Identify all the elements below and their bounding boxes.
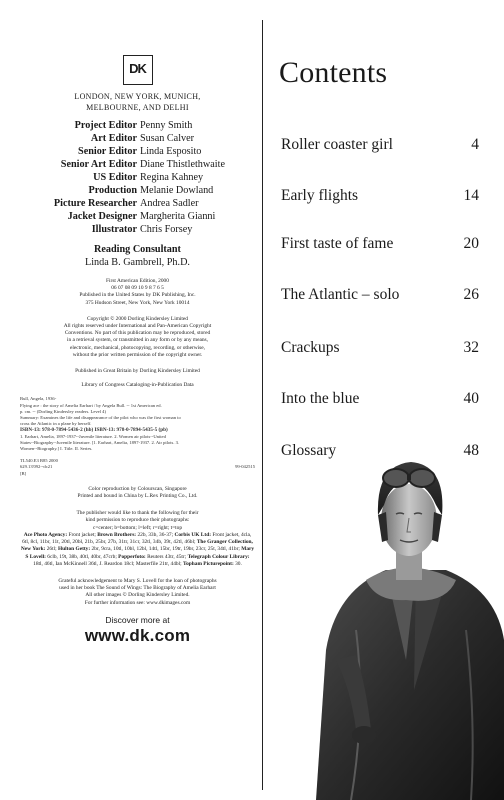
copyright-line: without the prior written permission of the copyright owner. [72,351,203,358]
photo-credit-list [20,532,255,568]
reading-consultant [20,243,255,269]
copyright-line: electronic, mechanical, photocopying, recording, or otherwise, [69,344,206,351]
credit-row [20,119,255,132]
credit-name: Andrea Sadler [140,198,199,209]
credit-role: Illustrator [91,224,137,235]
credit-row [20,158,255,171]
credit-name: Penny Smith [140,120,193,131]
ack-line: kind permission to reproduce their photographs: [85,517,190,524]
credit-role: Production [88,185,137,196]
grateful-line: All other images © Dorling Kindersley Limited. [85,592,190,599]
catalog-line: 629.13'092--dc21 [20,464,53,470]
credit-pages: Front jacket; [67,531,98,538]
toc-title: Glossary [281,442,337,459]
toc-entry[interactable] [281,187,479,209]
grateful-acknowledgement [20,578,255,607]
cip-data [20,396,255,452]
contents-heading: Contents [279,56,388,89]
printing-line: Printed and bound in China by L.Rex Printing Co., Ltd. [77,493,198,500]
printing-line: Color reproduction by Colourscan, Singapore [88,485,187,492]
consultant-name: Linda B. Gambrell, Ph.D. [85,257,190,268]
copyright-line: Copyright © 2000 Dorling Kindersley Limited [87,315,188,322]
catalog-numbers [20,458,255,477]
ack-line: The publisher would like to thank the following for their [76,510,199,517]
credit-row [20,171,255,184]
credit-pages: 22b, 33b, 36-37; [136,531,175,538]
toc-page-number: 4 [471,136,479,153]
credit-role: Senior Editor [78,146,137,157]
catalog-right: 99-042515 [235,464,255,470]
discover-label: Discover more at [105,614,170,625]
toc-entry[interactable] [281,286,479,308]
toc-title: The Atlantic – solo [281,286,400,303]
website-link[interactable]: www.dk.com [84,625,191,645]
edition-line: 375 Hudson Street, New York, New York 10014 [85,299,190,306]
credit-source: Brown Brothers: [97,531,137,538]
publisher-cities [20,91,255,113]
credit-row [20,223,255,236]
credit-role: Senior Art Editor [60,159,137,170]
credit-source: Topham Picturepoint: [182,560,234,567]
toc-page-number: 14 [463,187,479,204]
credit-pages: Reuters 43tr, 45tr; [145,553,188,560]
credit-pages: Front jacket, 4cla, 6tl, 8cl, 11br, 11t, 20tl, 20bl, 21b, 25br, 27b, 31tr, 31cr, 32tl, 34b, 39t, 42tl, 46bl; [22,531,252,546]
credit-pages: 6clb, 19t, 38b, 40tl, 40br, 47crb; [45,553,119,560]
toc-title: Early flights [281,187,359,204]
edition-line: Published in the United States by DK Publishing, Inc. [79,292,196,299]
credit-name: Margherita Gianni [140,211,216,222]
credit-name: Melanie Dowland [140,185,214,196]
library-heading: Library of Congress Cataloging-in-Publication Data [81,382,194,389]
credit-source: Telegraph Colour Library: [187,553,250,560]
credit-role: Project Editor [74,120,137,131]
copyright-line: in a retrieval system, or transmitted in any form or by any means, [66,337,209,344]
credit-row [20,132,255,145]
credit-name: Regina Kahney [140,172,204,183]
credit-source: Corbis UK Ltd: [174,531,211,538]
imprint-column [20,55,255,646]
grateful-line: Grateful acknowledgement to Mary S. Lovell for the loan of photographs [58,577,217,584]
photo-acknowledgements [20,510,255,568]
credit-pages: 18tl, 46tl, Ian McKinnell 36tl, J. Reardon 18cl; Masterfile 21tr, 44bl; [33,560,183,567]
copyright-line: All rights reserved under International and Pan-American Copyright [63,323,212,330]
cip-line: cross the Atlantic in a plane by herself. [20,421,92,427]
staff-credits [20,119,255,236]
consultant-role: Reading Consultant [94,244,181,255]
aviator-photo [296,430,504,800]
credit-row [20,210,255,223]
dk-logo-text: DK [129,61,146,76]
credit-source: Hulton Getty: [57,546,91,553]
credit-pages: 26tl; [45,546,58,553]
toc-page-number: 40 [463,390,479,407]
edition-line: 06 07 08 09 10 9 8 7 6 5 [111,285,164,292]
toc-entry[interactable] [281,235,479,257]
credit-source: Mary S Lovell: [25,546,255,560]
cip-line: p. cm. -- (Dorling Kindersley readers. Level 4) [20,408,106,414]
grateful-line: For further information see: www.dkimages.com [84,599,191,606]
published-gb: Published in Great Britain by Dorling Kindersley Limited [75,368,200,375]
toc-title: Crackups [281,339,340,356]
credit-row [20,184,255,197]
grateful-line: used in her book The Sound of Wings: The Biography of Amelia Earhart [59,585,216,592]
credit-role: Art Editor [90,133,137,144]
credit-role: US Editor [93,172,137,183]
toc-page-number: 26 [463,286,479,303]
edition-info [20,278,255,307]
cip-line: Bull, Angela, 1936- [20,396,57,402]
toc-title: Into the blue [281,390,360,407]
cities-line: LONDON, NEW YORK, MUNICH, [74,92,201,101]
credit-row [20,145,255,158]
toc-page-number: 48 [463,442,479,459]
catalog-line: [B] [20,470,27,476]
credit-pages: 2br, 9crа, 10tl, 10bl, 12bl, 14tl, 15br, 19tr, 19br, 23cr, 25t, 34tl, 41br; [90,546,242,553]
toc-entry[interactable] [281,339,479,361]
toc-entry[interactable] [281,136,479,158]
credit-source: Popperfoto: [118,553,146,560]
credit-source: Ace Photo Agency: [23,531,68,538]
toc-title: Roller coaster girl [281,136,393,153]
credit-role: Jacket Designer [67,211,137,222]
toc-page-number: 20 [463,235,479,252]
cip-line: Summary: Examines the life and disappearance of the pilot who was the first woman to [20,415,181,421]
credit-row [20,197,255,210]
cip-line: Flying ace : the story of Amelia Earhart / by Angela Bull. -- 1st American ed. [20,402,162,408]
copyright-notice [20,316,255,359]
credit-name: Linda Esposito [140,146,202,157]
printing-info [20,486,255,500]
credit-source: The Granger Collection, New York: [20,539,253,553]
ack-line: c=center; b=bottom; l=left; r=right; t=top [92,524,183,531]
column-divider [262,20,263,790]
edition-line: First American Edition, 2000 [106,278,169,284]
credit-pages: 30. [233,560,242,567]
credit-name: Susan Calver [140,133,195,144]
dk-logo [123,55,153,85]
credit-name: Diane Thistlethwaite [140,159,225,170]
toc-page-number: 32 [463,339,479,356]
credit-role: Picture Researcher [53,198,137,209]
toc-entry[interactable] [281,390,479,412]
cip-line: 1. Earhart, Amelia, 1897-1937--Juvenile literature. 2. Women air pilots--United [20,433,166,439]
aviator-figure [316,462,504,800]
copyright-line: Conventions. No part of this publication may be reproduced, stored [64,330,211,337]
cities-line: MELBOURNE, AND DELHI [86,103,189,112]
cip-line: Women--Biography.] I. Title. II. Series. [20,446,93,452]
isbn-line: ISBN-13: 978-0-7894-5436-2 (hb) ISBN-13: 978-0-7894-5435-5 (pb) [20,427,168,434]
catalog-line: TL540.E3 B85 2000 [20,458,58,464]
toc-title: First taste of fame [281,235,394,252]
credit-name: Chris Forsey [140,224,193,235]
cip-line: States--Biography--Juvenile literature. [1. Earhart, Amelia, 1897-1937. 2. Air pilots. 3. [20,439,180,445]
catalog-left [20,458,58,477]
